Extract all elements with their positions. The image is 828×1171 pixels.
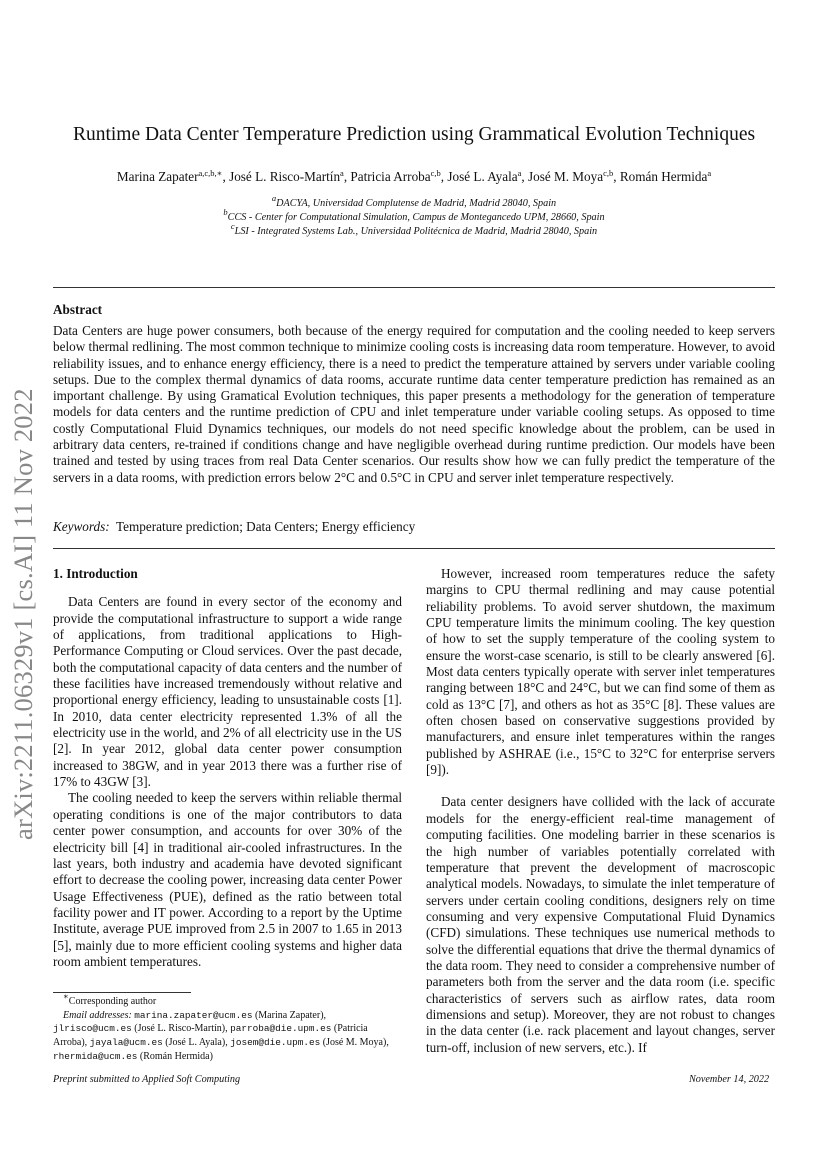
footer-date: November 14, 2022 <box>689 1074 770 1085</box>
top-rule <box>53 287 775 288</box>
right-column <box>426 566 775 1056</box>
corresponding-footnote: ∗Corresponding author <box>63 991 157 1007</box>
email-link[interactable]: josem@die.upm.es <box>230 1037 321 1049</box>
author: Román Hermida$^a$ <box>619 168 712 184</box>
body-paragraph: Data Centers are found in every sector of the economy and provide the computational infrastructure to support a wide range of applications, from traditional applications to High-Performance Computing or Cloud services. Over the past decade, both the computational capacity of data centers and the number of these facilities have increased tremendously without relative and proportional energy efficiency, leading to unsustainable costs [1]. In 2010, data center electricity represented 1.3% of all the electricity use in the world, and 2% of all electricity use in the US [2]. In year 2012, global data center power consumption increased to 38GW, and in year 2013 there was a further rise of 17% to 43GW [3]. <box>53 594 402 790</box>
body-paragraph: Data center designers have collided with the lack of accurate models for the energy-efficient real-time management of computing facilities. One modeling barrier in these scenarios is the high number of variables potentially correlated with temperature that prevent the development of macroscopic analytical models. Nowadays, to simulate the inlet temperature of servers under certain cooling conditions, designers rely on time consuming and very expensive Computational Fluid Dynamics (CFD) simulations. These techniques use numerical methods to solve the differential equations that drive the thermal dynamics of the data room. They need to consider a comprehensive number of parameters both from the server and the data room (i.e. specific characteristics of servers such as airflow rates, data room dimensions and setup). Moreover, they are not robust to changes in the data center (i.e. rack placement and layout changes, server turn-off, inclusion of new servers, etc.). If <box>426 794 775 1055</box>
author: Marina Zapater$^{a,c,b,∗}$, <box>116 168 230 184</box>
author-list <box>0 169 828 185</box>
email-link[interactable]: marina.zapater@ucm.es <box>134 1009 253 1021</box>
body-paragraph: However, increased room temperatures reduce the safety margins to CPU thermal redlining and may cause potential reliability problems. To avoid server shutdown, the maximum CPU temperature limits the minimum cooling. The key question of how to set the supply temperature of the cooling system to ensure the worst-case scenario, is still to be clearly answered [6]. Most data centers typically operate with server inlet temperatures ranging between 18°C and 24°C, but we can find some of them as cold as 13°C [7], and others as hot as 35°C [8]. These values are often chosen based on conservative suggestions provided by manufacturers, and ensure inlet temperatures within the ranges published by ASHRAE (i.e., 15°C to 32°C for enterprise servers [9]). <box>426 566 775 778</box>
keywords <box>53 519 415 535</box>
section-heading: 1. Introduction <box>53 566 138 581</box>
email-link[interactable]: rhermida@ucm.es <box>53 1050 138 1062</box>
keywords-text: Temperature prediction; Data Centers; Energy efficiency <box>116 519 416 534</box>
author: Patricia Arroba$^{c,b}$, <box>350 168 448 184</box>
author: José M. Moya$^{c,b}$, <box>527 168 620 184</box>
keywords-label: Keywords: <box>53 519 110 534</box>
email-link[interactable]: parroba@die.upm.es <box>230 1023 332 1035</box>
footer-journal: Preprint submitted to Applied Soft Computing <box>53 1074 241 1085</box>
paper-title: Runtime Data Center Temperature Prediction using Grammatical Evolution Techniques <box>72 124 756 145</box>
email-link[interactable]: jlrisco@ucm.es <box>53 1023 132 1035</box>
affiliation: $^b$CCS - Center for Computational Simulation, Campus de Montegancedo UPM, 28660, Spain <box>223 207 605 223</box>
footnotes <box>53 991 402 1064</box>
footnote-rule <box>53 992 191 993</box>
affiliation: $^a$DACYA, Universidad Complutense de Madrid, Madrid 28040, Spain <box>271 193 557 209</box>
email-link[interactable]: jayala@ucm.es <box>89 1037 163 1049</box>
arxiv-identifier: arXiv:2211.06329v1 [cs.AI] 11 Nov 2022 <box>8 388 38 840</box>
body-paragraph: The cooling needed to keep the servers within reliable thermal operating conditions is one of the major contributors to data center power consumption, and accounts for over 30% of the electricity bill [4] in traditional air-cooled infrastructures. In the last years, both industry and academia have devoted significant effort to decrease the cooling power, increasing data center Power Usage Effectiveness (PUE), defined as the ratio between total facility power and IT power. According to a report by the Uptime Institute, average PUE improved from 2.5 in 2007 to 1.65 in 2013 [5], mainly due to more efficient cooling systems and higher data room ambient temperatures. <box>53 790 402 969</box>
email-footnote: Email addresses: marina.zapater@ucm.es (Marina Zapater), jlrisco@ucm.es (José L. Risco-Martín), parroba@die.upm.es (Patricia Arroba), jayala@ucm.es (José L. Ayala), josem@die.upm.es (José M. Moya), rhermida@ucm.es (Román Hermida) <box>53 1009 389 1062</box>
abstract-bottom-rule <box>53 548 775 549</box>
abstract-text: Data Centers are huge power consumers, both because of the energy required for computation and the cooling needed to keep servers below thermal redlining. The most common technique to minimize cooling costs is increasing data room temperature. However, to avoid reliability issues, and to enhance energy efficiency, there is a need to predict the temperature attained by servers under variable cooling setups. Due to the complex thermal dynamics of data rooms, accurate runtime data center temperature prediction has remained as an important challenge. By using Gramatical Evolution techniques, this paper presents a methodology for the generation of temperature models for data centers and the runtime prediction of CPU and inlet temperature under variable cooling setups. As opposed to time costly Computational Fluid Dynamics techniques, our models do not need specific knowledge about the problem, can be used in arbitrary data centers, re-trained if conditions change and have negligible overhead during runtime prediction. Our models have been trained and tested by using traces from real Data Center scenarios. Our results show how we can fully predict the temperature of the servers in a data rooms, with prediction errors below 2°C and 0.5°C in CPU and server inlet temperature respectively. <box>53 323 775 485</box>
abstract-heading: Abstract <box>53 302 103 317</box>
author: José L. Risco-Martín$^a$, <box>229 168 351 184</box>
left-column <box>53 566 402 970</box>
author: José L. Ayala$^a$, <box>447 168 528 184</box>
affiliation: $^c$LSI - Integrated Systems Lab., Universidad Politécnica de Madrid, Madrid 28040, Spain <box>230 221 598 237</box>
